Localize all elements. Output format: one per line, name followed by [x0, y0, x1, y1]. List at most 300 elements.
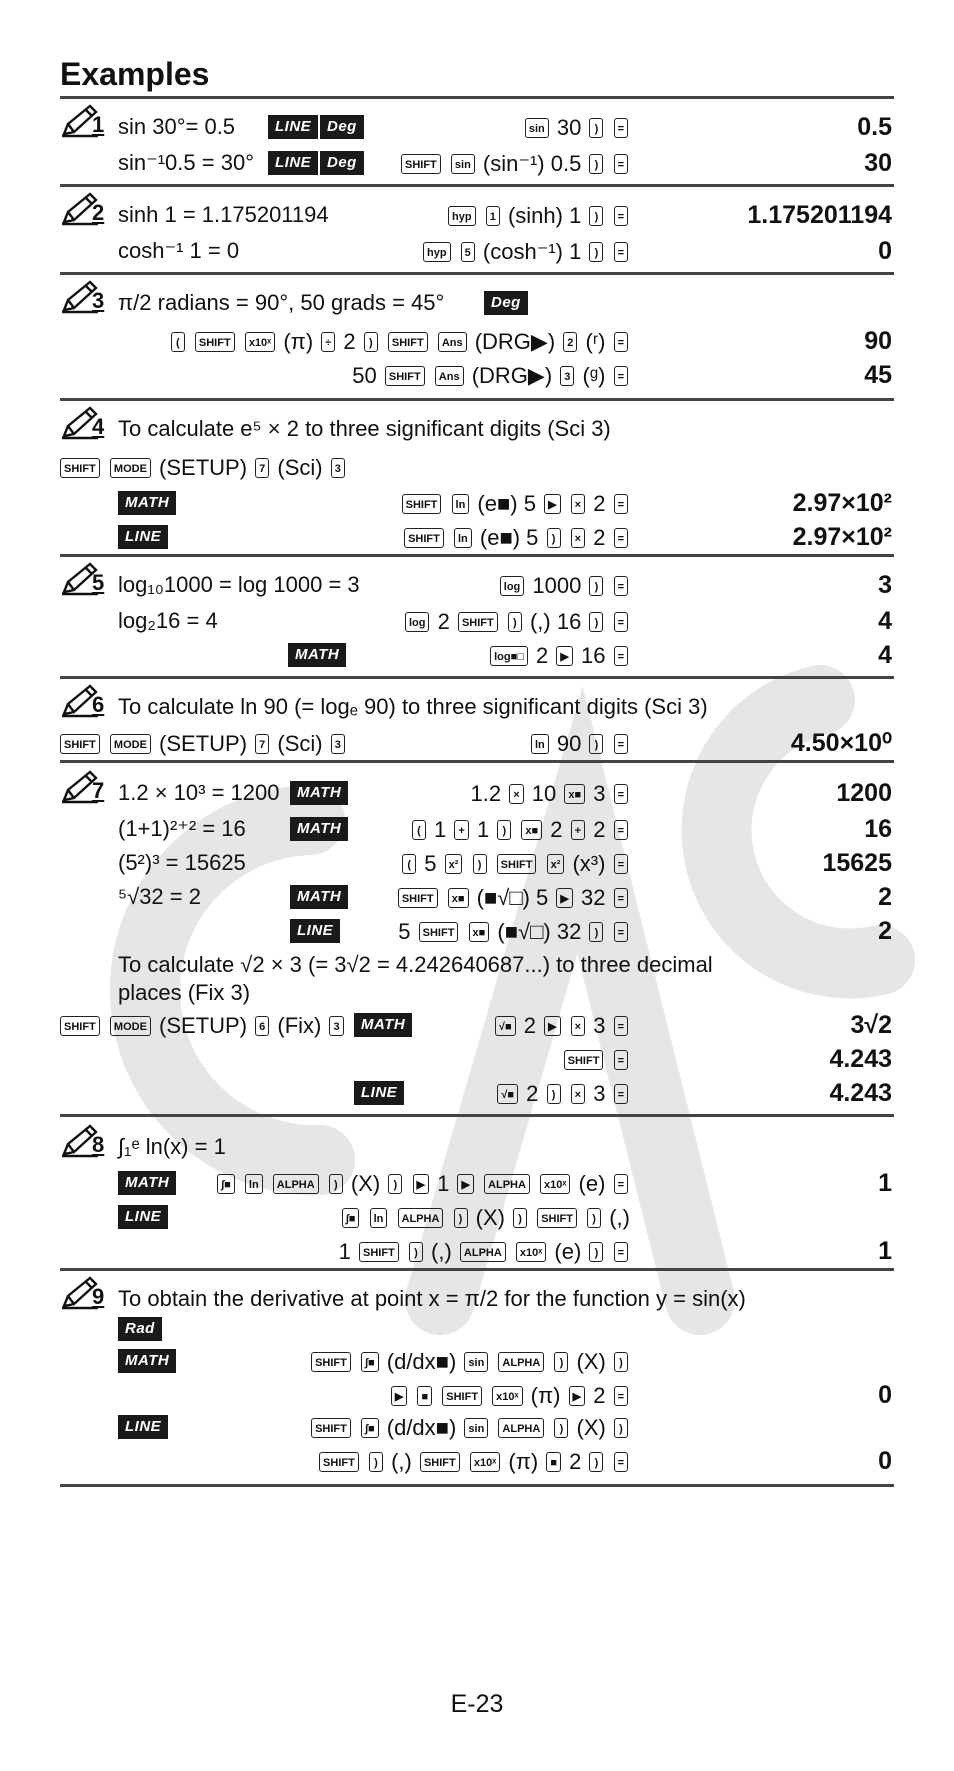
- key-sequence-text: [490, 1349, 496, 1374]
- result-value: 2: [878, 917, 892, 945]
- key-sequence-text: [508, 1239, 514, 1264]
- key-shift-icon: SHIFT: [497, 854, 537, 874]
- key-7-icon: 7: [255, 734, 269, 754]
- key-mode-icon: MODE: [110, 458, 151, 478]
- section-rule: [60, 184, 894, 187]
- result-value: 4.243: [829, 1045, 892, 1073]
- key-sequence-text: 30: [550, 115, 588, 141]
- mode-badge-line: LINE: [268, 151, 318, 175]
- key--icon: =: [614, 612, 628, 632]
- key-sequence-text: (e): [572, 1171, 612, 1197]
- key--icon: ): [614, 1352, 628, 1372]
- key--icon: ▶: [556, 888, 572, 908]
- setup-key-sequence: [58, 450, 347, 485]
- result-value: 1200: [836, 779, 892, 807]
- key-sequence: [410, 812, 630, 847]
- key-sequence-text: (π): [502, 1449, 545, 1475]
- mode-badge-math: MATH: [290, 781, 348, 805]
- example-number: 9: [92, 1284, 105, 1309]
- key-sequence-text: [321, 1171, 327, 1196]
- key-sequence-text: (e): [548, 1239, 588, 1265]
- key-sequence: [495, 1076, 630, 1111]
- result-value: 2.97×10²: [792, 523, 892, 551]
- example-number: 8: [92, 1132, 105, 1157]
- result-value: 2.97×10²: [792, 489, 892, 517]
- result-value: 0: [878, 237, 892, 265]
- key-sequence-text: [187, 329, 193, 354]
- result-value: 1: [878, 1169, 892, 1197]
- key-shift-icon: SHIFT: [60, 458, 100, 478]
- mode-badge-line: LINE: [290, 919, 340, 943]
- key--icon: =: [614, 528, 628, 548]
- mode-badge-deg: Deg: [320, 115, 364, 139]
- key--icon: =: [614, 1050, 628, 1070]
- key--icon: (: [402, 854, 416, 874]
- key--icon: =: [614, 1016, 628, 1036]
- example-description: sinh 1 = 1.175201194: [118, 202, 329, 227]
- section-rule: [60, 760, 894, 763]
- key-sequence-text: (DRG▶): [468, 329, 562, 355]
- key--icon: ): [589, 154, 603, 174]
- key-7-icon: 7: [255, 458, 269, 478]
- key--icon: ×: [571, 494, 585, 514]
- mode-badge-line: LINE: [268, 115, 318, 139]
- key--icon: ): [473, 854, 487, 874]
- key-alpha-icon: ALPHA: [498, 1352, 544, 1372]
- key-x-icon: x■: [469, 922, 490, 942]
- key-hyp-icon: hyp: [448, 206, 476, 226]
- key-sequence-text: [409, 1383, 415, 1408]
- setup-key-sequence: [58, 1008, 346, 1043]
- example-description: (5²)³ = 15625: [118, 850, 246, 875]
- key--icon: ■: [546, 1452, 561, 1472]
- key-sequence-text: [476, 1171, 482, 1196]
- key-sequence-text: [401, 1239, 407, 1264]
- example-number: 2: [92, 200, 105, 225]
- key-x10-icon: x10ˣ: [470, 1452, 500, 1472]
- key-1-icon: 1: [486, 206, 500, 226]
- example-marker: [60, 770, 114, 806]
- key-ln-icon: ln: [245, 1174, 263, 1194]
- key--icon: ): [388, 1174, 402, 1194]
- key-sequence: [169, 324, 630, 359]
- mode-badge-line: LINE: [118, 1205, 168, 1229]
- key-sequence-text: (,): [603, 1205, 630, 1231]
- key--icon: ∫■: [217, 1174, 235, 1194]
- key-3-icon: 3: [331, 458, 345, 478]
- key-sequence-text: [237, 1171, 243, 1196]
- key--icon: ): [547, 1084, 561, 1104]
- key-sequence-text: (DRG▶): [465, 363, 559, 389]
- example-description: 1.2 × 10³ = 1200: [118, 780, 280, 805]
- example-description: log₂16 = 4: [118, 608, 218, 633]
- key-sequence-text: 3: [587, 781, 612, 807]
- key-sequence-text: [460, 919, 466, 944]
- key-sequence-text: [484, 1383, 490, 1408]
- example-description: places (Fix 3): [118, 980, 251, 1005]
- key-sequence-text: (,) 16: [523, 609, 588, 635]
- key--icon: ): [587, 1208, 601, 1228]
- example-marker: [60, 684, 114, 720]
- key-ln-icon: ln: [454, 528, 472, 548]
- key-sequence: [389, 1378, 630, 1413]
- key-sequence: [493, 1008, 630, 1043]
- key--icon: =: [614, 206, 628, 226]
- key--icon: ): [454, 1208, 468, 1228]
- key-sequence-text: [605, 573, 611, 598]
- key--icon: =: [614, 784, 628, 804]
- key-sequence-text: 1: [430, 1171, 456, 1197]
- setup-key-sequence: [58, 726, 347, 761]
- mode-badge-line: LINE: [354, 1081, 404, 1105]
- mode-badge-math: MATH: [354, 1013, 412, 1037]
- key--icon: =: [614, 854, 628, 874]
- example-description: sin⁻¹0.5 = 30°: [118, 150, 254, 175]
- key-sequence-text: (SETUP): [152, 455, 254, 481]
- key-ln-icon: ln: [452, 494, 470, 514]
- key-sequence: [309, 1344, 630, 1379]
- key-shift-icon: SHIFT: [537, 1208, 577, 1228]
- key-log-icon: log: [500, 576, 525, 596]
- key--icon: ∫■: [342, 1208, 360, 1228]
- key-sequence: [421, 234, 630, 269]
- key-sequence-text: (X): [570, 1349, 612, 1375]
- mode-badge-math: MATH: [118, 1349, 176, 1373]
- section-rule: [60, 554, 894, 557]
- key-sequence-text: [563, 1081, 569, 1106]
- key-sequence-text: [102, 1013, 108, 1038]
- key-sequence-text: [513, 817, 519, 842]
- key-hyp-icon: hyp: [423, 242, 451, 262]
- key-log-icon: log■□: [490, 646, 528, 666]
- key--icon: (: [171, 332, 185, 352]
- key-x-icon: x²: [547, 854, 565, 874]
- key-mode-icon: MODE: [110, 734, 151, 754]
- key-shift-icon: SHIFT: [398, 888, 438, 908]
- key--icon: √■: [497, 1084, 518, 1104]
- key-sequence-text: [353, 1415, 359, 1440]
- key-sequence: [317, 1444, 630, 1479]
- key-x-icon: x■: [564, 784, 585, 804]
- key--icon: ): [369, 1452, 383, 1472]
- key-sequence-text: 2: [587, 817, 612, 843]
- key-sequence-text: (,): [424, 1239, 458, 1265]
- result-value: 4.50×10⁰: [790, 729, 892, 757]
- mode-badge-rad: Rad: [118, 1317, 162, 1341]
- key-sequence-text: [605, 203, 611, 228]
- key-sequence-text: 1.2: [470, 781, 508, 807]
- key-sequence-text: [563, 491, 569, 516]
- key--icon: ): [589, 922, 603, 942]
- key--icon: =: [614, 154, 628, 174]
- key--icon: =: [614, 494, 628, 514]
- key--icon: ×: [571, 528, 585, 548]
- key--icon: ▶: [569, 1386, 585, 1406]
- key-sequence: [352, 358, 630, 393]
- key-sequence-text: [443, 151, 449, 176]
- example-number: 4: [92, 414, 105, 439]
- key-sequence-text: [380, 329, 386, 354]
- key-sequence-text: [538, 851, 544, 876]
- key--icon: ×: [571, 1016, 585, 1036]
- key-sin-icon: sin: [464, 1352, 488, 1372]
- page-number: E-23: [450, 1690, 504, 1718]
- key-sequence-text: (,): [384, 1449, 418, 1475]
- key-sequence-text: [563, 1013, 569, 1038]
- key--icon: ): [589, 206, 603, 226]
- key-sequence: [446, 198, 630, 233]
- key--icon: =: [614, 1174, 628, 1194]
- key-sequence-text: [237, 329, 243, 354]
- page-title: Examples: [60, 56, 210, 92]
- key-sequence: [309, 1410, 630, 1445]
- mode-badge-math: MATH: [118, 491, 176, 515]
- key--icon: =: [614, 118, 628, 138]
- key-sin-icon: sin: [451, 154, 475, 174]
- key-sequence-text: 2: [544, 817, 569, 843]
- key-sequence-text: [605, 1449, 611, 1474]
- key-sequence-text: [361, 1205, 367, 1230]
- key-sequence-text: [443, 491, 449, 516]
- example-description: π/2 radians = 90°, 50 grads = 45°: [118, 290, 445, 315]
- key-sequence-text: [361, 1449, 367, 1474]
- key-sequence-text: [453, 239, 459, 264]
- key-sequence-text: 1: [338, 1239, 357, 1265]
- example-marker: [60, 104, 114, 140]
- key--icon: +: [571, 820, 585, 840]
- example-description: To obtain the derivative at point x = π/2 for the function y = sin(x): [118, 1286, 746, 1311]
- key--icon: ): [497, 820, 511, 840]
- key-sequence-text: (sin⁻¹) 0.5: [476, 151, 588, 177]
- example-number: 7: [92, 778, 105, 803]
- section-rule: [60, 1114, 894, 1117]
- key--icon: =: [614, 646, 628, 666]
- key-ans-icon: Ans: [438, 332, 467, 352]
- key--icon: =: [614, 1452, 628, 1472]
- key--icon: ): [329, 1174, 343, 1194]
- key-2-icon: 2: [563, 332, 577, 352]
- key-x-icon: x²: [445, 854, 463, 874]
- key-sequence-text: (X): [570, 1415, 612, 1441]
- key-sequence-text: [605, 731, 611, 756]
- example-marker: [60, 562, 114, 598]
- key-sequence-text: [462, 1449, 468, 1474]
- key-sequence-text: 1: [470, 817, 496, 843]
- key-sin-icon: sin: [525, 118, 549, 138]
- key--icon: ▶: [544, 1016, 560, 1036]
- key-sequence: [488, 638, 630, 673]
- key-alpha-icon: ALPHA: [398, 1208, 444, 1228]
- key--icon: ): [589, 612, 603, 632]
- key--icon: =: [614, 1386, 628, 1406]
- result-value: 4.243: [829, 1079, 892, 1107]
- key--icon: ): [589, 242, 603, 262]
- key-sequence-text: 3: [587, 1013, 612, 1039]
- key-sequence-text: [546, 1415, 552, 1440]
- key-x10-icon: x10ˣ: [540, 1174, 570, 1194]
- key-sequence-text: 2: [520, 1081, 545, 1107]
- key--icon: ×: [571, 1084, 585, 1104]
- key--icon: ∫■: [361, 1352, 379, 1372]
- key-sequence-text: (Sci): [271, 731, 329, 757]
- example-number: 5: [92, 570, 105, 595]
- key-x10-icon: x10ˣ: [516, 1242, 546, 1262]
- key-sequence-text: 2: [562, 1449, 588, 1475]
- result-value: 90: [864, 327, 892, 355]
- key--icon: =: [614, 1084, 628, 1104]
- key--icon: ÷: [321, 332, 335, 352]
- mode-badge-math: MATH: [288, 643, 346, 667]
- key-sequence-text: (ʳ): [579, 329, 612, 355]
- key-sin-icon: sin: [464, 1418, 488, 1438]
- key--icon: ): [589, 118, 603, 138]
- key-shift-icon: SHIFT: [359, 1242, 399, 1262]
- example-description: ⁵√32 = 2: [118, 884, 201, 909]
- key-sequence-text: 1000: [526, 573, 588, 599]
- key-sequence-text: (d/dx■): [380, 1349, 463, 1375]
- key-sequence-text: [579, 1205, 585, 1230]
- key--icon: ): [589, 1242, 603, 1262]
- key-shift-icon: SHIFT: [402, 494, 442, 514]
- key-sequence-text: (SETUP): [152, 1013, 254, 1039]
- key-sequence-text: 5: [398, 919, 417, 945]
- key-sequence: [340, 1200, 630, 1235]
- key-shift-icon: SHIFT: [401, 154, 441, 174]
- key-shift-icon: SHIFT: [404, 528, 444, 548]
- key-alpha-icon: ALPHA: [273, 1174, 319, 1194]
- result-value: 4: [878, 641, 892, 669]
- result-value: 0.5: [857, 113, 892, 141]
- key-sequence-text: [605, 1047, 611, 1072]
- key-sequence-text: (cosh⁻¹) 1: [476, 239, 588, 265]
- key-shift-icon: SHIFT: [564, 1050, 604, 1070]
- result-value: 1: [878, 1237, 892, 1265]
- key--icon: ): [547, 528, 561, 548]
- key-sequence: [400, 486, 630, 521]
- key-sequence-text: [563, 525, 569, 550]
- example-description: ∫₁ᵉ ln(x) = 1: [118, 1134, 226, 1159]
- key-x10-icon: x10ˣ: [492, 1386, 522, 1406]
- key-sequence-text: [500, 609, 506, 634]
- key-shift-icon: SHIFT: [458, 612, 498, 632]
- example-description: cosh⁻¹ 1 = 0: [118, 238, 240, 263]
- example-description: To calculate √2 × 3 (= 3√2 = 4.242640687...) to three decimal: [118, 952, 713, 977]
- key-ln-icon: ln: [531, 734, 549, 754]
- key--icon: ▶: [391, 1386, 407, 1406]
- key-sequence-text: [446, 525, 452, 550]
- example-marker: [60, 280, 114, 316]
- section-rule: [60, 1268, 894, 1271]
- key-sequence-text: 3: [587, 1081, 612, 1107]
- key-sequence-text: [430, 329, 436, 354]
- key-x-icon: x■: [521, 820, 542, 840]
- result-value: 0: [878, 1447, 892, 1475]
- key--icon: =: [614, 576, 628, 596]
- result-value: 3√2: [850, 1011, 892, 1039]
- key-sequence-text: (■√□) 5: [470, 885, 555, 911]
- result-value: 30: [864, 149, 892, 177]
- section-rule: [60, 676, 894, 679]
- key-sequence-text: [546, 1349, 552, 1374]
- mode-badge-line: LINE: [118, 525, 168, 549]
- key-sequence-text: [102, 455, 108, 480]
- key-sequence-text: (x³): [566, 851, 612, 877]
- key-sequence-text: [440, 885, 446, 910]
- key--icon: ■: [417, 1386, 432, 1406]
- key-sequence-text: (d/dx■): [380, 1415, 463, 1441]
- result-value: 16: [864, 815, 892, 843]
- result-value: 4: [878, 607, 892, 635]
- key-sequence: [396, 880, 630, 915]
- key--icon: ): [614, 1418, 628, 1438]
- key--icon: =: [614, 888, 628, 908]
- mode-badge-math: MATH: [118, 1171, 176, 1195]
- key-sequence: [215, 1166, 630, 1201]
- result-value: 45: [864, 361, 892, 389]
- key-sequence: [470, 776, 630, 811]
- key--icon: ▶: [556, 646, 572, 666]
- key-sequence-text: 32: [574, 885, 612, 911]
- key-sequence-text: [389, 1205, 395, 1230]
- key-sequence: [498, 568, 630, 603]
- key-x10-icon: x10ˣ: [245, 332, 275, 352]
- key-sequence-text: (e■) 5: [473, 525, 545, 551]
- example-description: To calculate e⁵ × 2 to three significant digits (Sci 3): [118, 416, 611, 441]
- example-number: 6: [92, 692, 105, 717]
- result-value: 1.175201194: [747, 201, 892, 229]
- key--icon: =: [614, 1242, 628, 1262]
- key-shift-icon: SHIFT: [311, 1352, 351, 1372]
- example-description: (1+1)²⁺² = 16: [118, 816, 246, 841]
- key-3-icon: 3: [560, 366, 574, 386]
- key-sequence-text: [605, 1239, 611, 1264]
- key--icon: ∫■: [361, 1418, 379, 1438]
- key-mode-icon: MODE: [110, 1016, 151, 1036]
- key-sequence: [562, 1042, 630, 1077]
- key-x-icon: x■: [448, 888, 469, 908]
- key--icon: ▶: [413, 1174, 429, 1194]
- key-sequence-text: (sinh) 1: [501, 203, 588, 229]
- key-sequence-text: (Fix): [271, 1013, 328, 1039]
- key-5-icon: 5: [461, 242, 475, 262]
- key--icon: √■: [495, 1016, 516, 1036]
- key-sequence-text: 2: [431, 609, 456, 635]
- key-3-icon: 3: [331, 734, 345, 754]
- result-value: 0: [878, 1381, 892, 1409]
- mode-badge-deg: Deg: [484, 291, 528, 315]
- key-sequence: [402, 520, 630, 555]
- key--icon: (: [412, 820, 426, 840]
- key-alpha-icon: ALPHA: [484, 1174, 530, 1194]
- key-sequence-text: [605, 151, 611, 176]
- section-rule: [60, 96, 894, 99]
- key-ln-icon: ln: [370, 1208, 388, 1228]
- key--icon: ): [554, 1418, 568, 1438]
- key-sequence-text: [102, 731, 108, 756]
- key--icon: =: [614, 734, 628, 754]
- key-sequence-text: [605, 609, 611, 634]
- key-sequence-text: [532, 1171, 538, 1196]
- key--icon: ): [513, 1208, 527, 1228]
- mode-badge-math: MATH: [290, 885, 348, 909]
- key-shift-icon: SHIFT: [419, 922, 459, 942]
- key-sequence-text: [434, 1383, 440, 1408]
- key-sequence-text: (π): [277, 329, 320, 355]
- key-sequence: [403, 604, 630, 639]
- key--icon: =: [614, 332, 628, 352]
- key-sequence-text: [265, 1171, 271, 1196]
- key-sequence-text: (π): [524, 1383, 567, 1409]
